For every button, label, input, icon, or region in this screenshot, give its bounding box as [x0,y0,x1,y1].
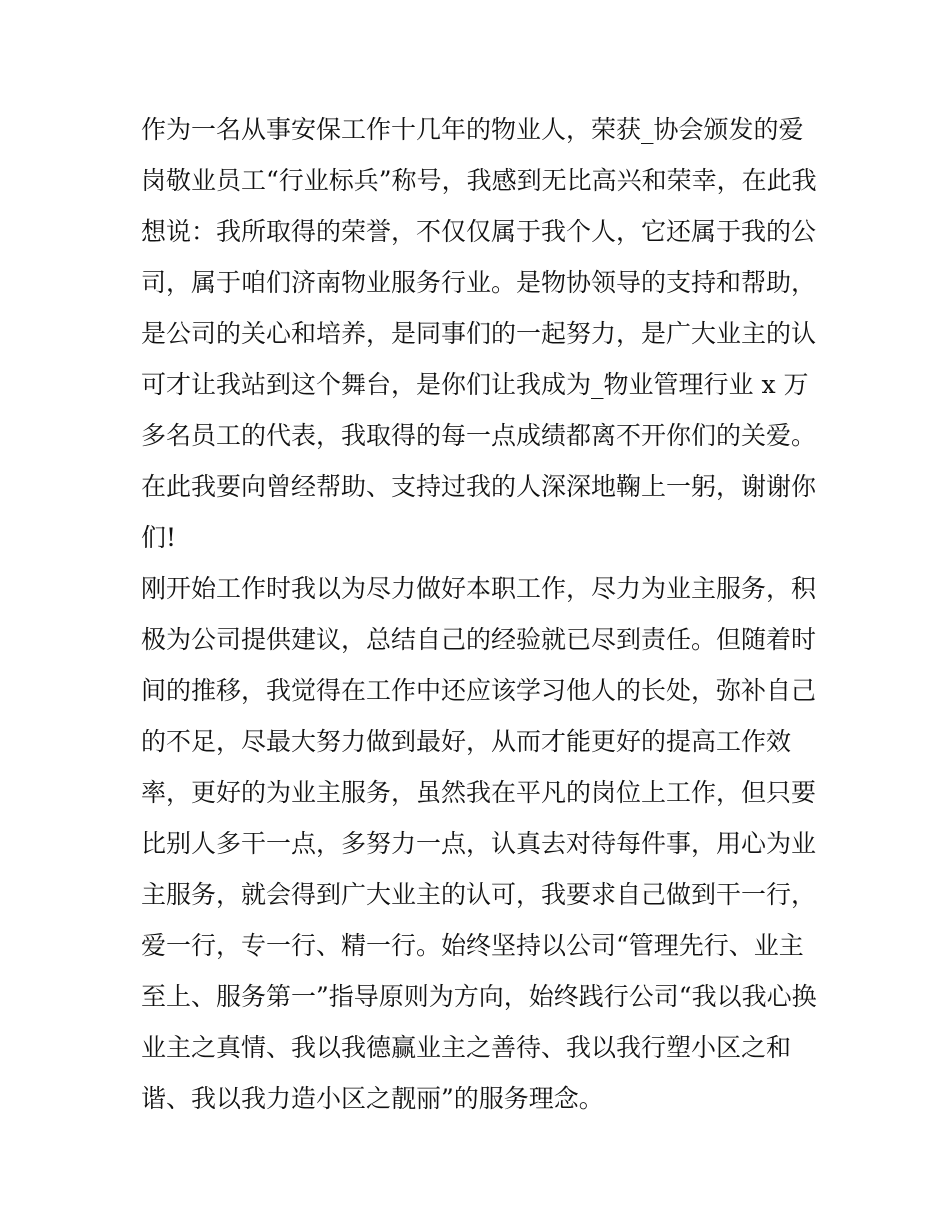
text-line: 主服务，就会得到广大业主的认可，我要求自己做到干一行， [141,880,817,909]
paragraph-2 [141,563,821,1124]
text-line: 在此我要向曾经帮助、支持过我的人深深地鞠上一躬，谢谢你 [141,472,817,501]
text-line: 多名员工的代表，我取得的每一点成绩都离不开你们的关爱。 [141,421,817,450]
text-line: 至上、服务第一”指导原则为方向，始终践行公司“我以我心换 [141,982,817,1011]
text-line: 极为公司提供建议，总结自己的经验就已尽到责任。但随着时 [141,625,817,654]
text-line: 是公司的关心和培养，是同事们的一起努力，是广大业主的认 [141,319,817,348]
text-line: 的不足，尽最大努力做到最好，从而才能更好的提高工作效 [141,727,792,756]
text-line: 业主之真情、我以我德赢业主之善待、我以我行塑小区之和 [141,1033,792,1062]
text-line: 谐、我以我力造小区之靓丽”的服务理念。 [141,1084,604,1113]
text-line: 间的推移，我觉得在工作中还应该学习他人的长处，弥补自己 [141,676,817,705]
text-line: 想说：我所取得的荣誉，不仅仅属于我个人，它还属于我的公 [141,217,817,246]
paragraph-1 [141,104,821,563]
text-line: 岗敬业员工“行业标兵”称号，我感到无比高兴和荣幸，在此我 [141,166,817,195]
text-line: 们! [141,523,177,552]
text-line: 司，属于咱们济南物业服务行业。是物协领导的支持和帮助， [141,268,817,297]
text-line: 率，更好的为业主服务，虽然我在平凡的岗位上工作，但只要 [141,778,817,807]
text-line: 刚开始工作时我以为尽力做好本职工作，尽力为业主服务，积 [141,574,817,603]
text-line: 爱一行，专一行、精一行。始终坚持以公司“管理先行、业主 [141,931,804,960]
text-line: 比别人多干一点，多努力一点，认真去对待每件事，用心为业 [141,829,817,858]
text-line: 可才让我站到这个舞台，是你们让我成为_物业管理行业 x 万 [141,370,809,399]
text-line: 作为一名从事安保工作十几年的物业人，荣获_协会颁发的爱 [141,115,804,144]
